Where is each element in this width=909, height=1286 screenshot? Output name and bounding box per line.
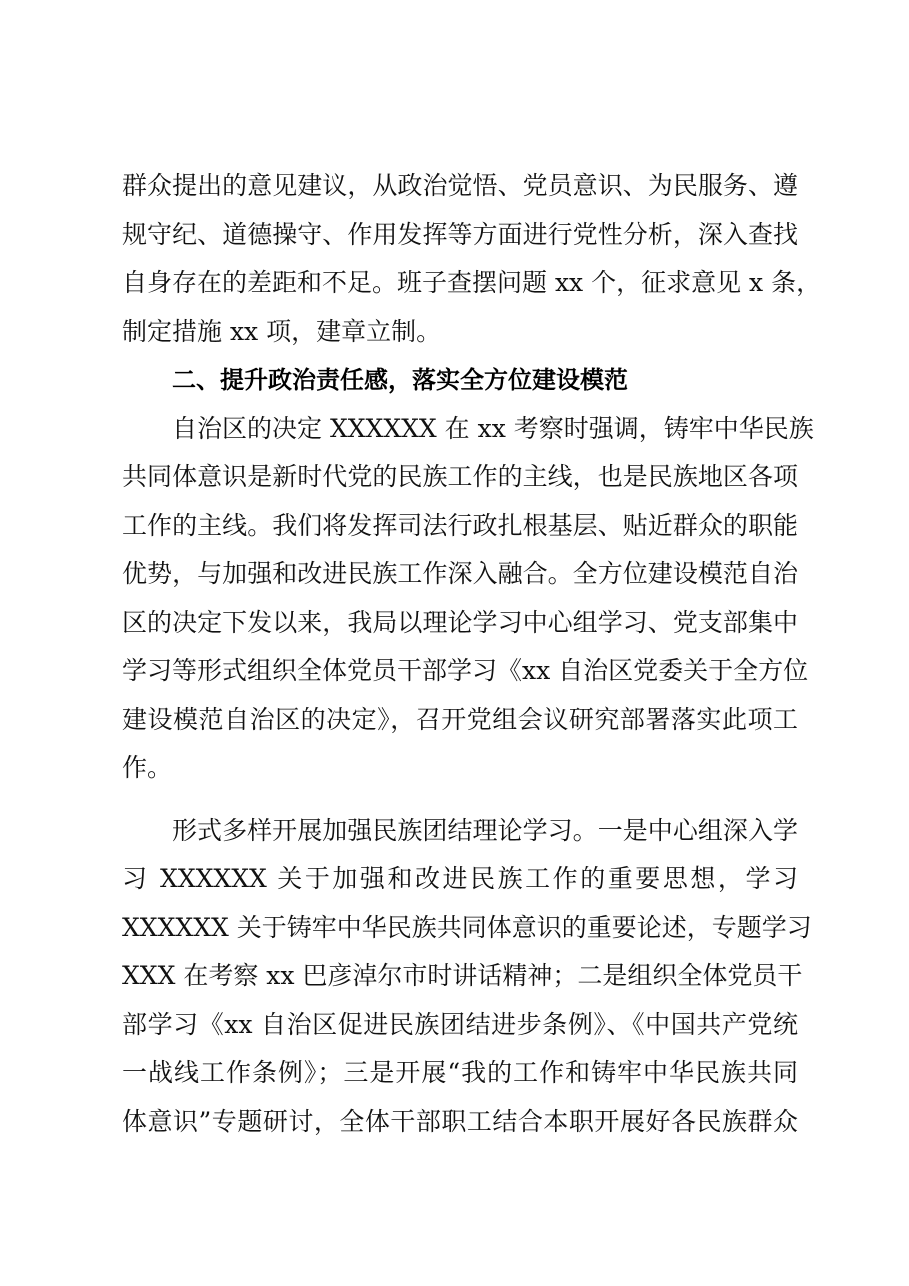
text-line: 制定措施 xx 项，建章立制。	[122, 316, 442, 346]
text-line: 学习等形式组织全体党员干部学习《xx 自治区党委关于全方位	[122, 656, 809, 685]
text-line: 建设模范自治区的决定》，召开党组会议研究部署落实此项工	[122, 704, 798, 734]
paragraph-spacer	[122, 793, 798, 807]
text-line: 体意识”专题研讨，全体干部职工结合本职开展好各民族群众	[122, 1106, 798, 1136]
text-line: 形式多样开展加强民族团结理论学习。一是中心组深入学	[172, 815, 798, 845]
text-line: 作。	[122, 753, 173, 782]
section-heading-2: 二、提升政治责任感，落实全方位建设模范	[172, 366, 628, 394]
text-line: 部学习《xx 自治区促进民族团结进步条例》、《中国共产党统	[122, 1009, 798, 1039]
text-line: 区的决定下发以来，我局以理论学习中心组学习、党支部集中	[122, 607, 798, 637]
text-line: 规守纪、道德操守、作用发挥等方面进行党性分析，深入查找	[122, 219, 798, 249]
text-line: 共同体意识是新时代党的民族工作的主线，也是民族地区各项	[122, 462, 798, 491]
paragraph-1	[122, 162, 822, 356]
text-line: 一战线工作条例》；三是开展“我的工作和铸牢中华民族共同	[122, 1058, 798, 1087]
text-line: 优势，与加强和改进民族工作深入融合。全方位建设模范自治	[122, 559, 798, 588]
text-line: 工作的主线。我们将发挥司法行政扎根基层、贴近群众的职能	[122, 510, 798, 540]
document-body	[122, 162, 822, 1146]
paragraph-2	[122, 405, 814, 793]
paragraph-3	[122, 807, 812, 1147]
text-line: 自身存在的差距和不足。班子查摆问题 xx 个，征求意见 x 条，	[122, 268, 822, 297]
text-line: 自治区的决定 XXXXXX 在 xx 考察时强调，铸牢中华民族	[172, 413, 814, 443]
text-line: XXX 在考察 xx 巴彦淖尔市时讲话精神；二是组织全体党员干	[122, 961, 803, 990]
text-line: 习 XXXXXX 关于加强和改进民族工作的重要思想，学习	[122, 864, 798, 893]
text-line: 群众提出的意见建议，从政治觉悟、党员意识、为民服务、遵	[122, 171, 798, 200]
text-line: XXXXXX 关于铸牢中华民族共同体意识的重要论述，专题学习	[122, 912, 812, 942]
